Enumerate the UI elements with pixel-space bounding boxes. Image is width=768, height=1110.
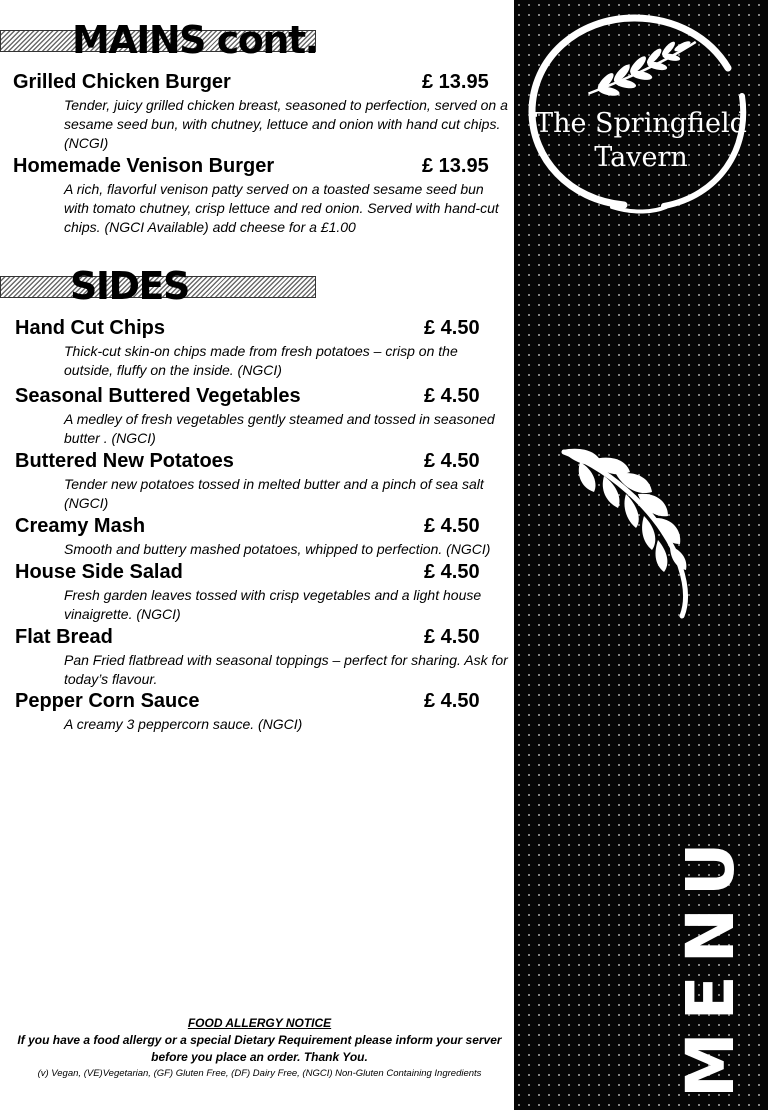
item-name: Hand Cut Chips [15, 317, 165, 339]
item-price: £ 4.50 [424, 385, 480, 407]
item-description: A creamy 3 peppercorn sauce. (NGCI) [64, 716, 303, 732]
item-name: Seasonal Buttered Vegetables [15, 385, 301, 407]
item-name: Creamy Mash [15, 515, 146, 537]
notice-body: If you have a food allergy or a special Dietary Requirement please inform your server before you place an order. Thank You. [17, 1033, 502, 1064]
wheat-icon [581, 33, 705, 106]
menu-item-grilled-chicken-burger [0, 70, 510, 155]
menu-item-buttered-new-potatoes [0, 449, 510, 513]
menu-vertical-label: MENU [672, 830, 749, 1098]
menu-item-hand-cut-chips [0, 316, 510, 380]
item-name: Grilled Chicken Burger [13, 71, 231, 93]
item-price: £ 4.50 [424, 450, 480, 472]
item-description: Pan Fried flatbread with seasonal toppings – perfect for sharing. Ask for today’s flavour. [64, 652, 508, 687]
decorative-side-panel [514, 0, 768, 1110]
food-allergy-notice [8, 1015, 511, 1082]
menu-item-seasonal-buttered-vegetables [0, 384, 510, 448]
item-name: Buttered New Potatoes [15, 450, 234, 472]
item-description: Fresh garden leaves tossed with crisp vegetables and a light house vinaigrette. (NGCI) [64, 587, 482, 622]
item-price: £ 13.95 [422, 155, 489, 177]
menu-item-creamy-mash [0, 514, 510, 558]
wheat-icon [554, 440, 704, 630]
item-name: Flat Bread [15, 626, 113, 648]
menu-item-pepper-corn-sauce [0, 689, 510, 733]
mains-section-title: MAINS cont. [72, 18, 318, 62]
item-description: A rich, flavorful venison patty served on a toasted sesame seed bun with tomato chutney, crisp lettuce and red onion. Served with hand-cut chips. (NGCI Available) add cheese for a £1.00 [64, 181, 499, 235]
brand-name-line1: The Springfield [535, 108, 747, 139]
menu-item-flat-bread [0, 625, 510, 689]
item-description: Thick-cut skin-on chips made from fresh potatoes – crisp on the outside, fluffy on the inside. (NGCI) [64, 343, 458, 378]
menu-item-homemade-venison-burger [0, 154, 510, 239]
menu-item-house-side-salad [0, 560, 510, 624]
item-name: House Side Salad [15, 561, 183, 583]
item-price: £ 4.50 [424, 690, 480, 712]
item-price: £ 13.95 [422, 71, 489, 93]
item-description: Tender, juicy grilled chicken breast, seasoned to perfection, served on a sesame seed bun, with chutney, lettuce and onion with hand cut chips. (NCGI) [64, 97, 508, 151]
item-name: Homemade Venison Burger [13, 155, 275, 177]
item-description: Tender new potatoes tossed in melted butter and a pinch of sea salt (NGCI) [64, 476, 484, 511]
brand-name-line2: Tavern [594, 142, 688, 173]
item-price: £ 4.50 [424, 515, 480, 537]
sides-section-title: SIDES [70, 264, 189, 308]
item-description: Smooth and buttery mashed potatoes, whipped to perfection. (NGCI) [64, 541, 491, 557]
item-name: Pepper Corn Sauce [15, 690, 200, 712]
item-price: £ 4.50 [424, 561, 480, 583]
item-price: £ 4.50 [424, 317, 480, 339]
notice-title: FOOD ALLERGY NOTICE [187, 1016, 332, 1030]
dietary-key: (v) Vegan, (VE)Vegetarian, (GF) Gluten Free, (DF) Dairy Free, (NGCI) Non-Gluten Containing Ingredients [37, 1068, 482, 1079]
item-price: £ 4.50 [424, 626, 480, 648]
item-description: A medley of fresh vegetables gently steamed and tossed in seasoned butter . (NGCI) [64, 411, 495, 446]
